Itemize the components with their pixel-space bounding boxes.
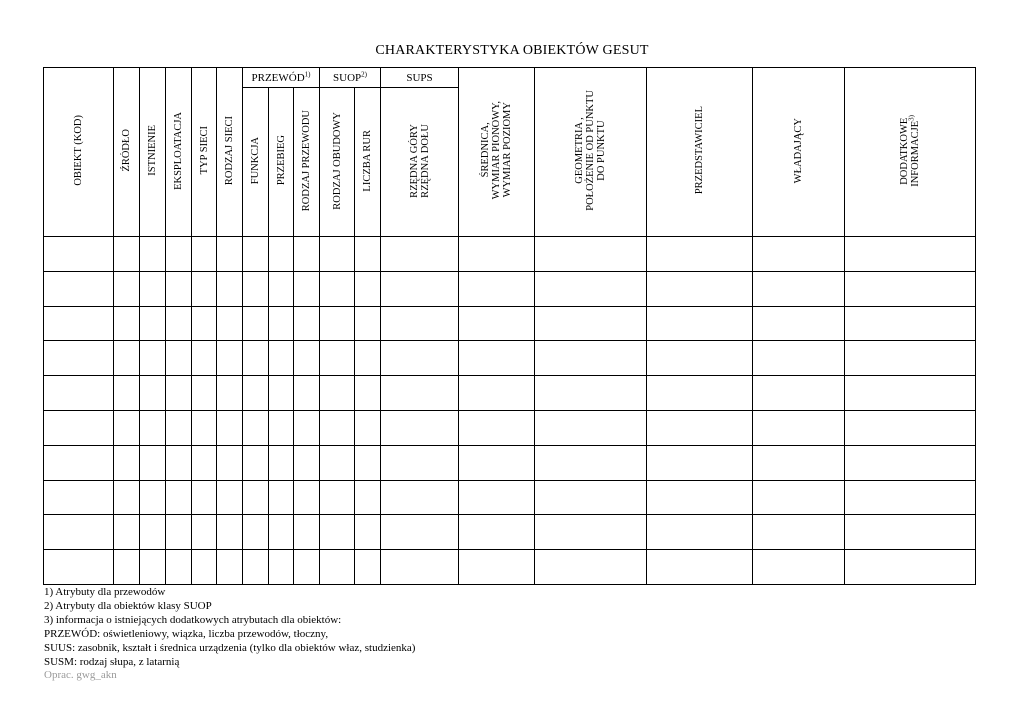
table-cell[interactable] [140, 306, 166, 341]
table-cell[interactable] [294, 410, 320, 445]
table-cell[interactable] [243, 376, 269, 411]
table-cell[interactable] [535, 306, 647, 341]
table-cell[interactable] [140, 341, 166, 376]
table-cell[interactable] [269, 306, 294, 341]
table-cell[interactable] [114, 515, 140, 550]
table-row [44, 445, 976, 480]
table-cell[interactable] [355, 480, 381, 515]
footnote-przewod: PRZEWÓD: oświetleniowy, wiązka, liczba przewodów, tłoczny, [44, 627, 329, 640]
table-row [44, 376, 976, 411]
table-cell[interactable] [114, 480, 140, 515]
header-funkcja: FUNKCJA [243, 88, 269, 237]
table-cell[interactable] [753, 341, 845, 376]
table-cell[interactable] [459, 341, 535, 376]
table-cell[interactable] [166, 480, 192, 515]
table-cell[interactable] [140, 237, 166, 272]
table-cell[interactable] [114, 271, 140, 306]
table-cell[interactable] [243, 341, 269, 376]
table-cell[interactable] [381, 306, 459, 341]
table-cell[interactable] [44, 376, 114, 411]
table-cell[interactable] [320, 237, 355, 272]
table-row [44, 550, 976, 585]
table-cell[interactable] [166, 306, 192, 341]
table-cell[interactable] [535, 480, 647, 515]
table-cell[interactable] [535, 237, 647, 272]
header-wladajacy: WŁADAJĄCY [753, 68, 845, 237]
table-cell[interactable] [269, 376, 294, 411]
table-cell[interactable] [320, 515, 355, 550]
footnotes [44, 586, 415, 683]
table-cell[interactable] [535, 410, 647, 445]
table-cell[interactable] [459, 445, 535, 480]
table-cell[interactable] [269, 550, 294, 585]
table-cell[interactable] [753, 550, 845, 585]
table-cell[interactable] [166, 515, 192, 550]
table-row [44, 237, 976, 272]
table-cell[interactable] [355, 376, 381, 411]
table-cell[interactable] [647, 271, 753, 306]
table-cell[interactable] [217, 271, 243, 306]
table-cell[interactable] [140, 515, 166, 550]
table-cell[interactable] [114, 445, 140, 480]
table-cell[interactable] [269, 341, 294, 376]
table-cell[interactable] [140, 550, 166, 585]
table-cell[interactable] [269, 480, 294, 515]
table-cell[interactable] [647, 515, 753, 550]
table-row [44, 341, 976, 376]
table-cell[interactable] [459, 410, 535, 445]
table-cell[interactable] [44, 480, 114, 515]
table-cell[interactable] [355, 445, 381, 480]
header-przebieg: PRZEBIEG [269, 88, 294, 237]
footnote-2: 2) Atrybuty dla obiektów klasy SUOP [44, 599, 212, 612]
table-cell[interactable] [217, 445, 243, 480]
table-cell[interactable] [294, 341, 320, 376]
table-cell[interactable] [381, 237, 459, 272]
table-cell[interactable] [845, 445, 976, 480]
header-eksploatacja: EKSPLOATACJA [166, 68, 192, 237]
table-cell[interactable] [114, 237, 140, 272]
table-cell[interactable] [44, 306, 114, 341]
header-istnienie: ISTNIENIE [140, 68, 166, 237]
header-rodzaj-obudowy: RODZAJ OBUDOWY [320, 88, 355, 237]
table-cell[interactable] [647, 341, 753, 376]
table-cell[interactable] [140, 480, 166, 515]
table-cell[interactable] [166, 445, 192, 480]
table-cell[interactable] [355, 550, 381, 585]
table-cell[interactable] [166, 271, 192, 306]
table-cell[interactable] [243, 410, 269, 445]
table-cell[interactable] [243, 550, 269, 585]
table-cell[interactable] [217, 376, 243, 411]
table-cell[interactable] [44, 445, 114, 480]
group-suop: SUOP$^{2)}$ [320, 68, 381, 88]
table-row [44, 306, 976, 341]
table-cell[interactable] [753, 271, 845, 306]
table-cell[interactable] [217, 515, 243, 550]
table-cell[interactable] [320, 445, 355, 480]
table-cell[interactable] [243, 515, 269, 550]
table-cell[interactable] [459, 515, 535, 550]
table-cell[interactable] [753, 376, 845, 411]
table-cell[interactable] [140, 271, 166, 306]
table-cell[interactable] [217, 480, 243, 515]
table-cell[interactable] [44, 341, 114, 376]
table-cell[interactable] [381, 515, 459, 550]
table-cell[interactable] [753, 410, 845, 445]
table-cell[interactable] [647, 237, 753, 272]
table-cell[interactable] [535, 341, 647, 376]
table-cell[interactable] [140, 410, 166, 445]
table-cell[interactable] [459, 271, 535, 306]
table-cell[interactable] [294, 271, 320, 306]
table-row [44, 410, 976, 445]
table-cell[interactable] [845, 271, 976, 306]
table-cell[interactable] [114, 376, 140, 411]
table-cell[interactable] [459, 480, 535, 515]
table-cell[interactable] [140, 445, 166, 480]
table-cell[interactable] [192, 410, 217, 445]
table-cell[interactable] [753, 515, 845, 550]
table-cell[interactable] [459, 550, 535, 585]
table-cell[interactable] [320, 341, 355, 376]
table-cell[interactable] [845, 306, 976, 341]
table-cell[interactable] [217, 237, 243, 272]
header-zrodlo: ŹRÓDŁO [114, 68, 140, 237]
footnote-suus: SUUS: zasobnik, kształt i średnica urządzenia (tylko dla obiektów właz, studzienka) [44, 641, 416, 654]
table-cell[interactable] [535, 515, 647, 550]
footnote-1: 1) Atrybuty dla przewodów [44, 586, 166, 598]
table-cell[interactable] [44, 550, 114, 585]
table-cell[interactable] [647, 445, 753, 480]
header-przedstawiciel: PRZEDSTAWICIEL [647, 68, 753, 237]
table-cell[interactable] [114, 550, 140, 585]
table-cell[interactable] [217, 410, 243, 445]
table-cell[interactable] [166, 237, 192, 272]
table-body [44, 237, 976, 585]
table-cell[interactable] [217, 306, 243, 341]
table-cell[interactable] [845, 341, 976, 376]
table-cell[interactable] [44, 515, 114, 550]
table-cell[interactable] [243, 480, 269, 515]
table-cell[interactable] [243, 237, 269, 272]
table-cell[interactable] [320, 376, 355, 411]
table-cell[interactable] [535, 376, 647, 411]
table-cell[interactable] [269, 410, 294, 445]
table-cell[interactable] [381, 376, 459, 411]
table-cell[interactable] [845, 480, 976, 515]
table-cell[interactable] [355, 341, 381, 376]
table-cell[interactable] [294, 550, 320, 585]
table-cell[interactable] [166, 550, 192, 585]
table-cell[interactable] [44, 410, 114, 445]
table-cell[interactable] [647, 376, 753, 411]
table-cell[interactable] [845, 376, 976, 411]
table-cell[interactable] [845, 237, 976, 272]
table-cell[interactable] [294, 445, 320, 480]
table-cell[interactable] [753, 237, 845, 272]
table-cell[interactable] [381, 445, 459, 480]
table-cell[interactable] [845, 515, 976, 550]
table-cell[interactable] [269, 515, 294, 550]
table-cell[interactable] [381, 271, 459, 306]
table-cell[interactable] [320, 271, 355, 306]
table-cell[interactable] [243, 306, 269, 341]
header-rodzaj-przewodu: RODZAJ PRZEWODU [294, 88, 320, 237]
table-cell[interactable] [845, 410, 976, 445]
table-cell[interactable] [192, 550, 217, 585]
table-cell[interactable] [166, 376, 192, 411]
table-cell[interactable] [269, 445, 294, 480]
footnote-susm: SUSM: rodzaj słupa, z latarnią [44, 655, 180, 668]
table-cell[interactable] [166, 410, 192, 445]
header-obiekt: OBIEKT (KOD) [44, 68, 114, 237]
table-cell[interactable] [44, 237, 114, 272]
table-cell[interactable] [269, 237, 294, 272]
header-typ-sieci: TYP SIECI [192, 68, 217, 237]
table-row [44, 271, 976, 306]
table-cell[interactable] [647, 410, 753, 445]
table-cell[interactable] [647, 480, 753, 515]
table-cell[interactable] [114, 306, 140, 341]
table-cell[interactable] [192, 271, 217, 306]
table-cell[interactable] [845, 550, 976, 585]
table-cell[interactable] [647, 306, 753, 341]
table-cell[interactable] [192, 376, 217, 411]
table-cell[interactable] [192, 341, 217, 376]
table-cell[interactable] [320, 306, 355, 341]
table-cell[interactable] [753, 445, 845, 480]
table-cell[interactable] [535, 271, 647, 306]
table-cell[interactable] [294, 306, 320, 341]
objects-table [43, 67, 976, 585]
table-cell[interactable] [381, 550, 459, 585]
table-row [44, 480, 976, 515]
table-cell[interactable] [381, 341, 459, 376]
table-cell[interactable] [269, 271, 294, 306]
table-cell[interactable] [243, 271, 269, 306]
table-cell[interactable] [217, 550, 243, 585]
table-cell[interactable] [535, 445, 647, 480]
table-cell[interactable] [381, 480, 459, 515]
header-rzedna: RZĘDNA GÓRY RZĘDNA DOŁU [381, 88, 459, 237]
table-cell[interactable] [192, 237, 217, 272]
table-cell[interactable] [647, 550, 753, 585]
header-rodzaj-sieci: RODZAJ SIECI [217, 68, 243, 237]
table-cell[interactable] [140, 376, 166, 411]
table-cell[interactable] [355, 271, 381, 306]
table-cell[interactable] [459, 306, 535, 341]
page-title: CHARAKTERYSTYKA OBIEKTÓW GESUT [375, 43, 649, 58]
table-cell[interactable] [114, 341, 140, 376]
table-cell[interactable] [459, 376, 535, 411]
table-cell[interactable] [753, 480, 845, 515]
table-row [44, 515, 976, 550]
footnote-3: 3) informacja o istniejących dodatkowych atrybutach dla obiektów: [44, 613, 342, 626]
table-cell[interactable] [294, 515, 320, 550]
header-srednica: ŚREDNICA, WYMIAR PIONOWY, WYMIAR POZIOMY [459, 68, 535, 237]
table-cell[interactable] [535, 550, 647, 585]
table-cell[interactable] [753, 306, 845, 341]
header-liczba-rur: LICZBA RUR [355, 88, 381, 237]
table-cell[interactable] [294, 237, 320, 272]
table-cell[interactable] [192, 445, 217, 480]
header-geometria: GEOMETRIA , POŁOŻENIE OD PUNKTU DO PUNKTU [535, 68, 647, 237]
table-cell[interactable] [192, 515, 217, 550]
header-dodatkowe: DODATKOWE INFORMACJE$^{3)}$ [845, 68, 976, 237]
table-cell[interactable] [381, 410, 459, 445]
table-cell[interactable] [355, 515, 381, 550]
table-cell[interactable] [243, 445, 269, 480]
table-cell[interactable] [217, 341, 243, 376]
group-przewod: PRZEWÓD$^{1)}$ [243, 68, 320, 88]
group-sups: SUPS [381, 68, 459, 88]
table-cell[interactable] [320, 550, 355, 585]
credit: Oprac. gwg_akn [44, 669, 117, 682]
table-cell[interactable] [192, 480, 217, 515]
table-cell[interactable] [44, 271, 114, 306]
table-cell[interactable] [166, 341, 192, 376]
table-cell[interactable] [294, 376, 320, 411]
table-cell[interactable] [355, 306, 381, 341]
table-cell[interactable] [320, 410, 355, 445]
table-cell[interactable] [320, 480, 355, 515]
table-cell[interactable] [355, 237, 381, 272]
table-cell[interactable] [294, 480, 320, 515]
table-cell[interactable] [114, 410, 140, 445]
table-cell[interactable] [355, 410, 381, 445]
table-cell[interactable] [192, 306, 217, 341]
table-cell[interactable] [459, 237, 535, 272]
